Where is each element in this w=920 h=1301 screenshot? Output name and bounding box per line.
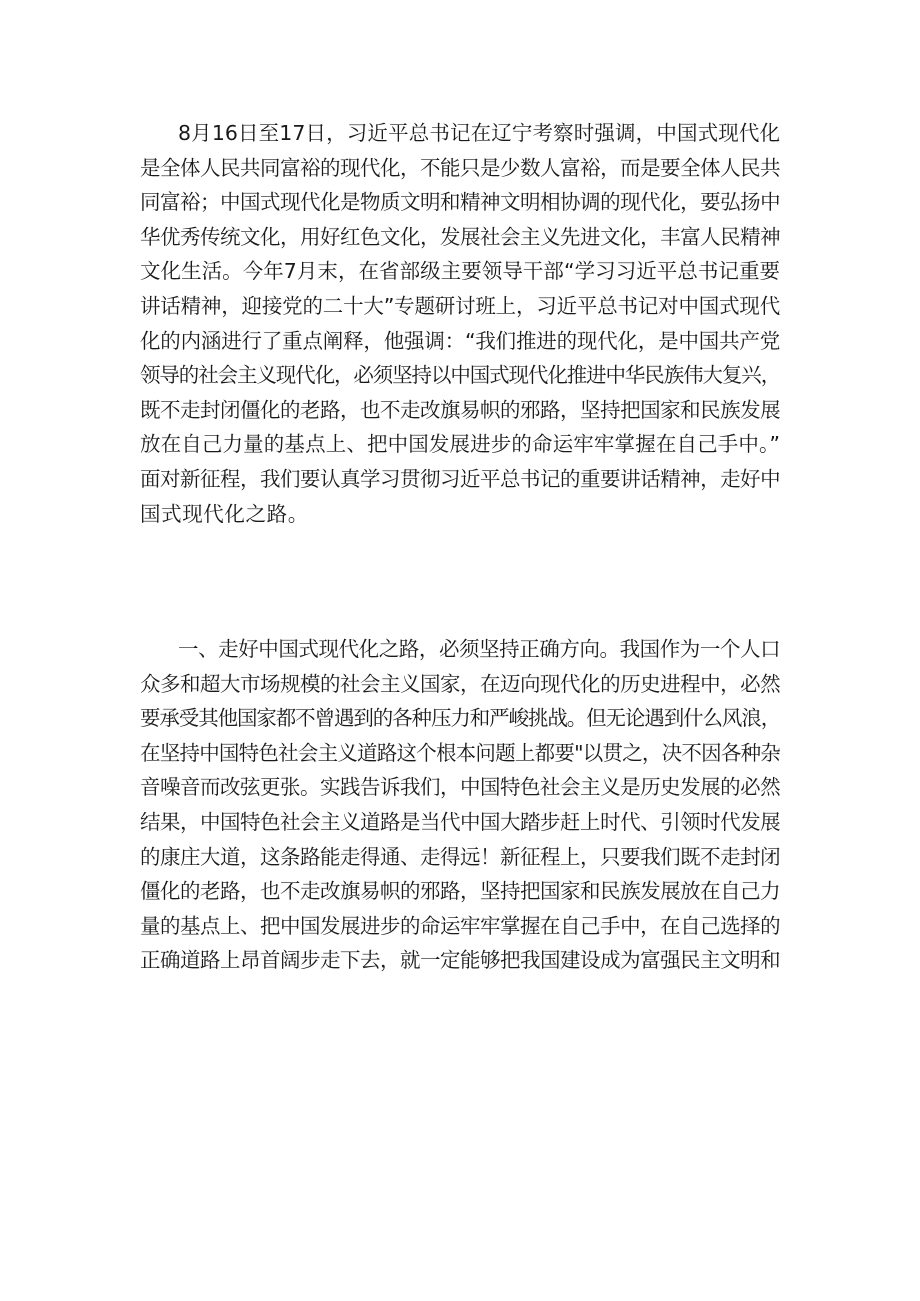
paragraph-line: 领导的社会主义现代化，必须坚持以中国式现代化推进中华民族伟大复兴，: [140, 363, 780, 388]
paragraph-line: 讲话精神，迎接党的二十大”专题研讨班上，习近平总书记对中国式现代: [140, 293, 780, 318]
paragraph-line: 僵化的老路，也不走改旗易帜的邪路，坚持把国家和民族发展放在自己力: [140, 879, 780, 904]
paragraph-line: 众多和超大市场规模的社会主义国家，在迈向现代化的历史进程中，必然: [140, 671, 780, 696]
paragraph-line: 华优秀传统文化，用好红色文化，发展社会主义先进文化，丰富人民精神: [140, 224, 780, 249]
paragraph-line: 面对新征程，我们要认真学习贯彻习近平总书记的重要讲话精神，走好中: [140, 466, 780, 491]
paragraph-line: 结果，中国特色社会主义道路是当代中国大踏步赶上时代、引领时代发展: [140, 809, 780, 834]
paragraph-line: 同富裕；中国式现代化是物质文明和精神文明相协调的现代化，要弘扬中: [140, 190, 780, 215]
paragraph-line: 既不走封闭僵化的老路，也不走改旗易帜的邪路，坚持把国家和民族发展: [140, 397, 780, 422]
paragraph-line: 国式现代化之路。: [140, 501, 309, 526]
paragraph-line: 8月16日至17日，习近平总书记在辽宁考察时强调，中国式现代化: [178, 121, 780, 145]
paragraph-line: 要承受其他国家都不曾遇到的各种压力和严峻挑战。但无论遇到什么风浪，: [140, 706, 780, 731]
paragraph-line: 文化生活。今年7月末，在省部级主要领导干部“学习习近平总书记重要: [140, 259, 780, 284]
paragraph-2: [140, 632, 780, 978]
paragraph-1: [140, 116, 780, 531]
paragraph-line: 一、走好中国式现代化之路，必须坚持正确方向。我国作为一个人口: [178, 637, 780, 661]
paragraph-line: 在坚持中国特色社会主义道路这个根本问题上都要"以贯之，决不因各种杂: [140, 740, 780, 765]
paragraph-line: 的康庄大道，这条路能走得通、走得远！新征程上，只要我们既不走封闭: [140, 844, 780, 869]
paragraph-line: 放在自己力量的基点上、把中国发展进步的命运牢牢掌握在自己手中。”: [140, 432, 780, 457]
paragraph-line: 正确道路上昂首阔步走下去，就一定能够把我国建设成为富强民主文明和: [140, 948, 780, 973]
paragraph-line: 量的基点上、把中国发展进步的命运牢牢掌握在自己手中，在自己选择的: [140, 913, 780, 938]
paragraph-line: 音噪音而改弦更张。实践告诉我们，中国特色社会主义是历史发展的必然: [140, 775, 780, 800]
paragraph-line: 是全体人民共同富裕的现代化，不能只是少数人富裕，而是要全体人民共: [140, 155, 780, 180]
paragraph-line: 化的内涵进行了重点阐释，他强调：“我们推进的现代化，是中国共产党: [140, 328, 780, 353]
